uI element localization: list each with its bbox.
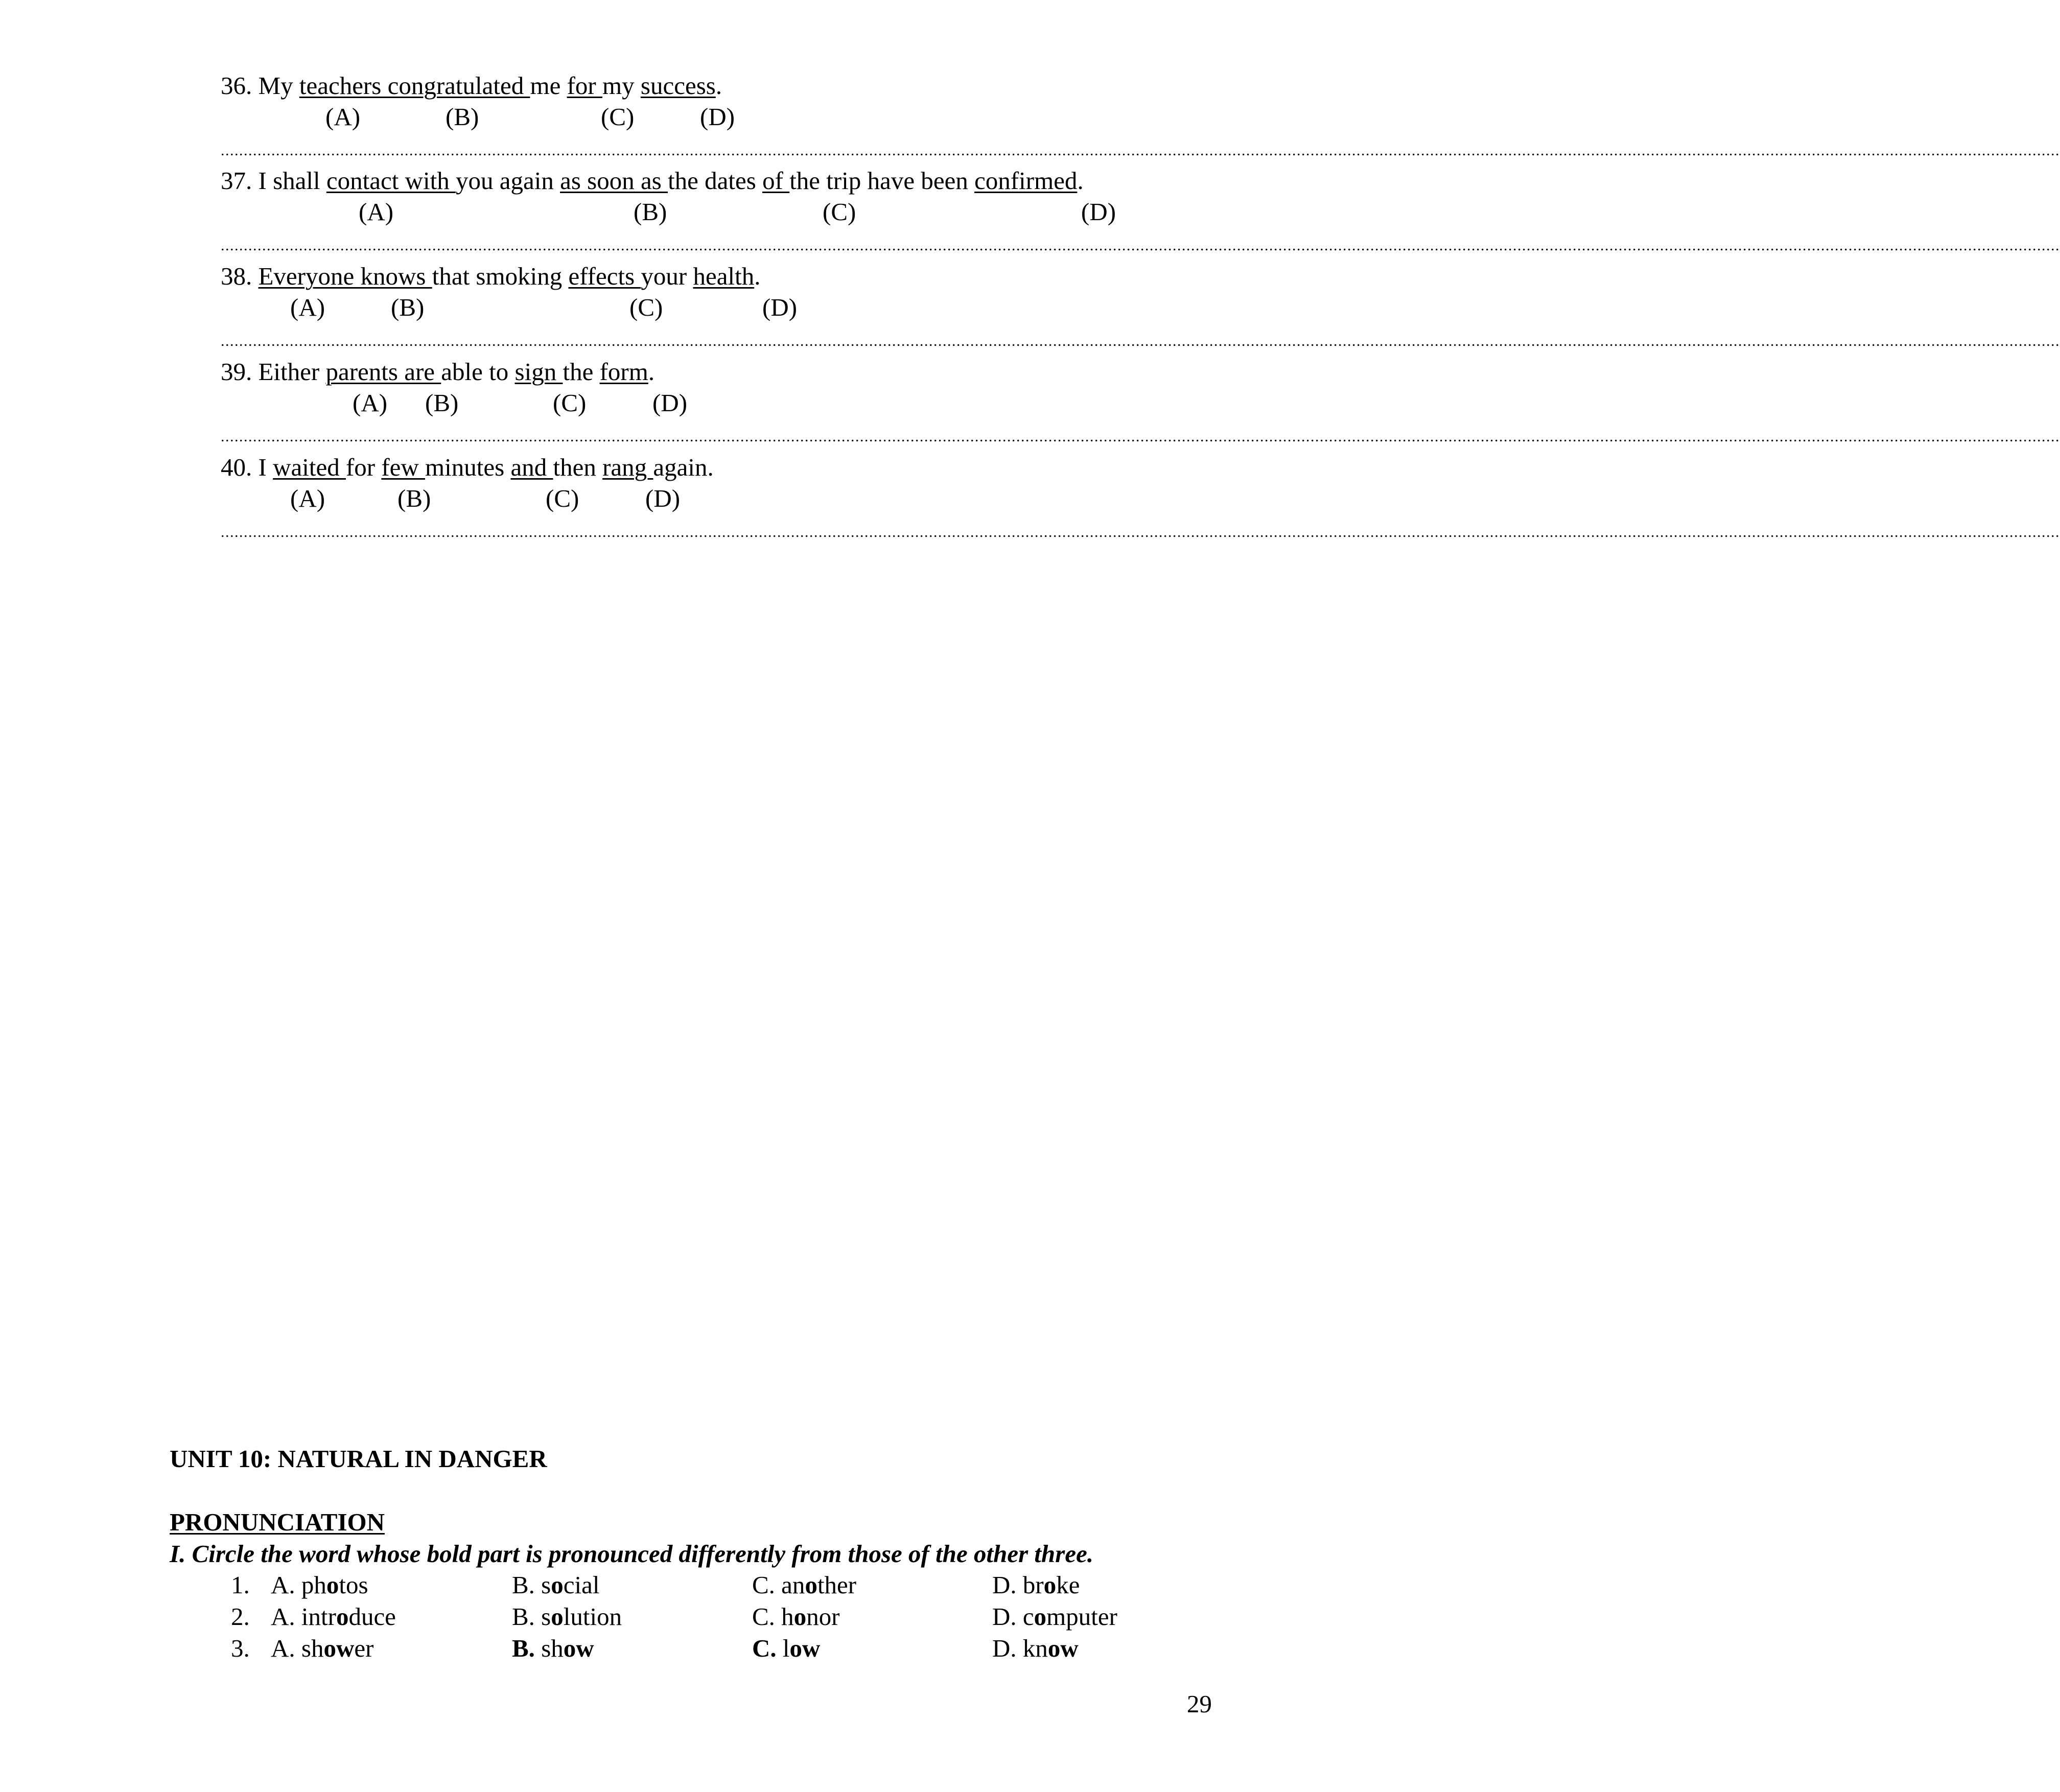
text-segment: . bbox=[715, 72, 722, 100]
option-text: D. br bbox=[992, 1571, 1044, 1599]
option-letter: (A) bbox=[359, 198, 394, 226]
answer-line-40: ................................................................................................................................................................................................................................................................................................................................................................................................................ bbox=[221, 524, 2060, 540]
text-segment: the bbox=[563, 358, 600, 386]
text-segment: you again bbox=[455, 167, 560, 195]
option-letter: (D) bbox=[1081, 198, 1116, 226]
option-text: cial bbox=[563, 1571, 600, 1599]
bold-part: C. bbox=[752, 1634, 777, 1662]
option-c[interactable] bbox=[752, 1636, 820, 1661]
underlined-segment: rang bbox=[602, 453, 653, 481]
option-d[interactable] bbox=[992, 1572, 1080, 1597]
bold-part: ow bbox=[323, 1634, 355, 1662]
text-segment: that smoking bbox=[432, 262, 569, 290]
underlined-segment: and bbox=[510, 453, 553, 481]
item-number: 3. bbox=[231, 1634, 250, 1662]
pronunciation-row-1 bbox=[0, 1572, 1267, 1600]
bold-part: ow bbox=[1047, 1634, 1079, 1662]
underlined-segment: parents are bbox=[325, 358, 441, 386]
underlined-segment: teachers congratulated bbox=[299, 72, 530, 100]
option-letter: (B) bbox=[634, 198, 667, 226]
underlined-segment: waited bbox=[273, 453, 346, 481]
option-c[interactable] bbox=[752, 1572, 856, 1597]
bold-part: o bbox=[793, 1602, 807, 1631]
underlined-segment: of bbox=[762, 167, 790, 195]
option-letter: (B) bbox=[391, 293, 425, 321]
question-number: 37. bbox=[221, 167, 259, 195]
option-letter: (D) bbox=[652, 389, 688, 417]
text-segment: your bbox=[641, 262, 693, 290]
text-segment: . bbox=[648, 358, 655, 386]
option-text: duce bbox=[348, 1602, 396, 1631]
option-c[interactable] bbox=[752, 1604, 840, 1629]
unit-title: UNIT 10: NATURAL IN DANGER bbox=[170, 1445, 547, 1473]
text-segment: . bbox=[1077, 167, 1084, 195]
bold-part: ow bbox=[563, 1634, 594, 1662]
option-text: A. ph bbox=[271, 1571, 326, 1599]
bold-part: o bbox=[1034, 1602, 1047, 1631]
option-letter: (B) bbox=[446, 103, 479, 131]
option-text: tos bbox=[339, 1571, 368, 1599]
option-b[interactable] bbox=[512, 1636, 594, 1661]
item-number: 2. bbox=[231, 1602, 250, 1631]
bold-part: o bbox=[551, 1571, 564, 1599]
option-text: er bbox=[354, 1634, 374, 1662]
option-letter: (A) bbox=[353, 389, 388, 417]
option-a[interactable] bbox=[271, 1636, 373, 1661]
option-text: C. h bbox=[752, 1602, 794, 1631]
question-number: 38. bbox=[221, 262, 259, 290]
text-segment: minutes bbox=[425, 453, 511, 481]
question-number: 36. bbox=[221, 72, 259, 100]
answer-line-39: ................................................................................................................................................................................................................................................................................................................................................................................................................ bbox=[221, 428, 2060, 445]
text-segment: I shall bbox=[258, 167, 326, 195]
bold-part: ow bbox=[789, 1634, 821, 1662]
option-text: lution bbox=[563, 1602, 622, 1631]
answer-line-38: ................................................................................................................................................................................................................................................................................................................................................................................................................ bbox=[221, 333, 2060, 349]
option-letter: (C) bbox=[546, 484, 579, 512]
text-segment: for bbox=[345, 453, 382, 481]
underlined-segment: effects bbox=[568, 262, 641, 290]
text-segment: the dates bbox=[668, 167, 763, 195]
option-letter: (C) bbox=[823, 198, 856, 226]
underlined-segment: for bbox=[567, 72, 602, 100]
underlined-segment: Everyone knows bbox=[258, 262, 432, 290]
bold-part: o bbox=[805, 1571, 817, 1599]
text-segment: I bbox=[258, 453, 273, 481]
option-d[interactable] bbox=[992, 1636, 1079, 1661]
option-text: nor bbox=[806, 1602, 840, 1631]
option-letter: (A) bbox=[325, 103, 361, 131]
option-b[interactable] bbox=[512, 1572, 600, 1597]
bold-part: o bbox=[1043, 1571, 1057, 1599]
option-text: A. sh bbox=[271, 1634, 324, 1662]
answer-letters-39 bbox=[0, 390, 1267, 418]
option-b[interactable] bbox=[512, 1604, 622, 1629]
option-text: A. intr bbox=[271, 1602, 336, 1631]
underlined-segment: sign bbox=[514, 358, 563, 386]
option-letter: (D) bbox=[762, 293, 798, 321]
option-text: mputer bbox=[1046, 1602, 1117, 1631]
option-text: l bbox=[776, 1634, 790, 1662]
option-letter: (C) bbox=[601, 103, 635, 131]
option-letter: (B) bbox=[397, 484, 431, 512]
text-segment: able to bbox=[441, 358, 515, 386]
question-number: 39. bbox=[221, 358, 259, 386]
question-39 bbox=[221, 359, 654, 384]
pronunciation-row-3 bbox=[0, 1636, 1267, 1664]
underlined-segment: form bbox=[599, 358, 648, 386]
underlined-segment: health bbox=[693, 262, 755, 290]
text-segment: my bbox=[602, 72, 641, 100]
option-text: B. s bbox=[512, 1602, 551, 1631]
option-a[interactable] bbox=[271, 1572, 368, 1597]
option-letter: (D) bbox=[645, 484, 681, 512]
underlined-segment: contact with bbox=[326, 167, 456, 195]
underlined-segment: success bbox=[640, 72, 716, 100]
underlined-segment: few bbox=[381, 453, 426, 481]
underlined-segment: confirmed bbox=[974, 167, 1078, 195]
option-text: B. s bbox=[512, 1571, 551, 1599]
option-letter: (B) bbox=[425, 389, 459, 417]
answer-letters-38 bbox=[0, 295, 1267, 323]
option-letter: (A) bbox=[290, 484, 325, 512]
bold-part: o bbox=[326, 1571, 339, 1599]
section-title: PRONUNCIATION bbox=[170, 1508, 385, 1536]
underlined-segment: as soon as bbox=[560, 167, 668, 195]
bold-part: o bbox=[336, 1602, 349, 1631]
bold-part: B. bbox=[512, 1634, 535, 1662]
answer-letters-40 bbox=[0, 486, 1267, 514]
option-text: D. kn bbox=[992, 1634, 1048, 1662]
text-segment: . bbox=[754, 262, 761, 290]
option-text: ke bbox=[1056, 1571, 1080, 1599]
text-segment: Either bbox=[258, 358, 326, 386]
item-number: 1. bbox=[231, 1571, 250, 1599]
answer-letters-36 bbox=[0, 104, 1267, 132]
answer-line-36: ................................................................................................................................................................................................................................................................................................................................................................................................................ bbox=[221, 142, 2060, 159]
option-d[interactable] bbox=[992, 1604, 1117, 1629]
text-segment: then bbox=[553, 453, 603, 481]
instruction: I. Circle the word whose bold part is pronounced differently from those of the other three. bbox=[170, 1540, 1094, 1568]
option-letter: (C) bbox=[629, 293, 663, 321]
text-segment: again. bbox=[653, 453, 714, 481]
pronunciation-row-2 bbox=[0, 1604, 1267, 1632]
answer-letters-37 bbox=[0, 199, 1267, 227]
option-letter: (C) bbox=[553, 389, 587, 417]
question-37 bbox=[221, 168, 1084, 193]
question-number: 40. bbox=[221, 453, 259, 481]
question-40 bbox=[221, 455, 714, 480]
question-36 bbox=[221, 73, 722, 98]
option-letter: (D) bbox=[700, 103, 735, 131]
option-letter: (A) bbox=[290, 293, 325, 321]
option-text: sh bbox=[534, 1634, 564, 1662]
option-text: D. c bbox=[992, 1602, 1034, 1631]
option-text: ther bbox=[817, 1571, 857, 1599]
text-segment: My bbox=[258, 72, 299, 100]
text-segment: the trip have been bbox=[789, 167, 975, 195]
bold-part: o bbox=[551, 1602, 564, 1631]
page-number: 29 bbox=[1187, 1690, 1212, 1718]
option-text: C. an bbox=[752, 1571, 805, 1599]
answer-line-37: ................................................................................................................................................................................................................................................................................................................................................................................................................ bbox=[221, 237, 2060, 254]
question-38 bbox=[221, 264, 760, 289]
text-segment: me bbox=[530, 72, 567, 100]
option-a[interactable] bbox=[271, 1604, 396, 1629]
